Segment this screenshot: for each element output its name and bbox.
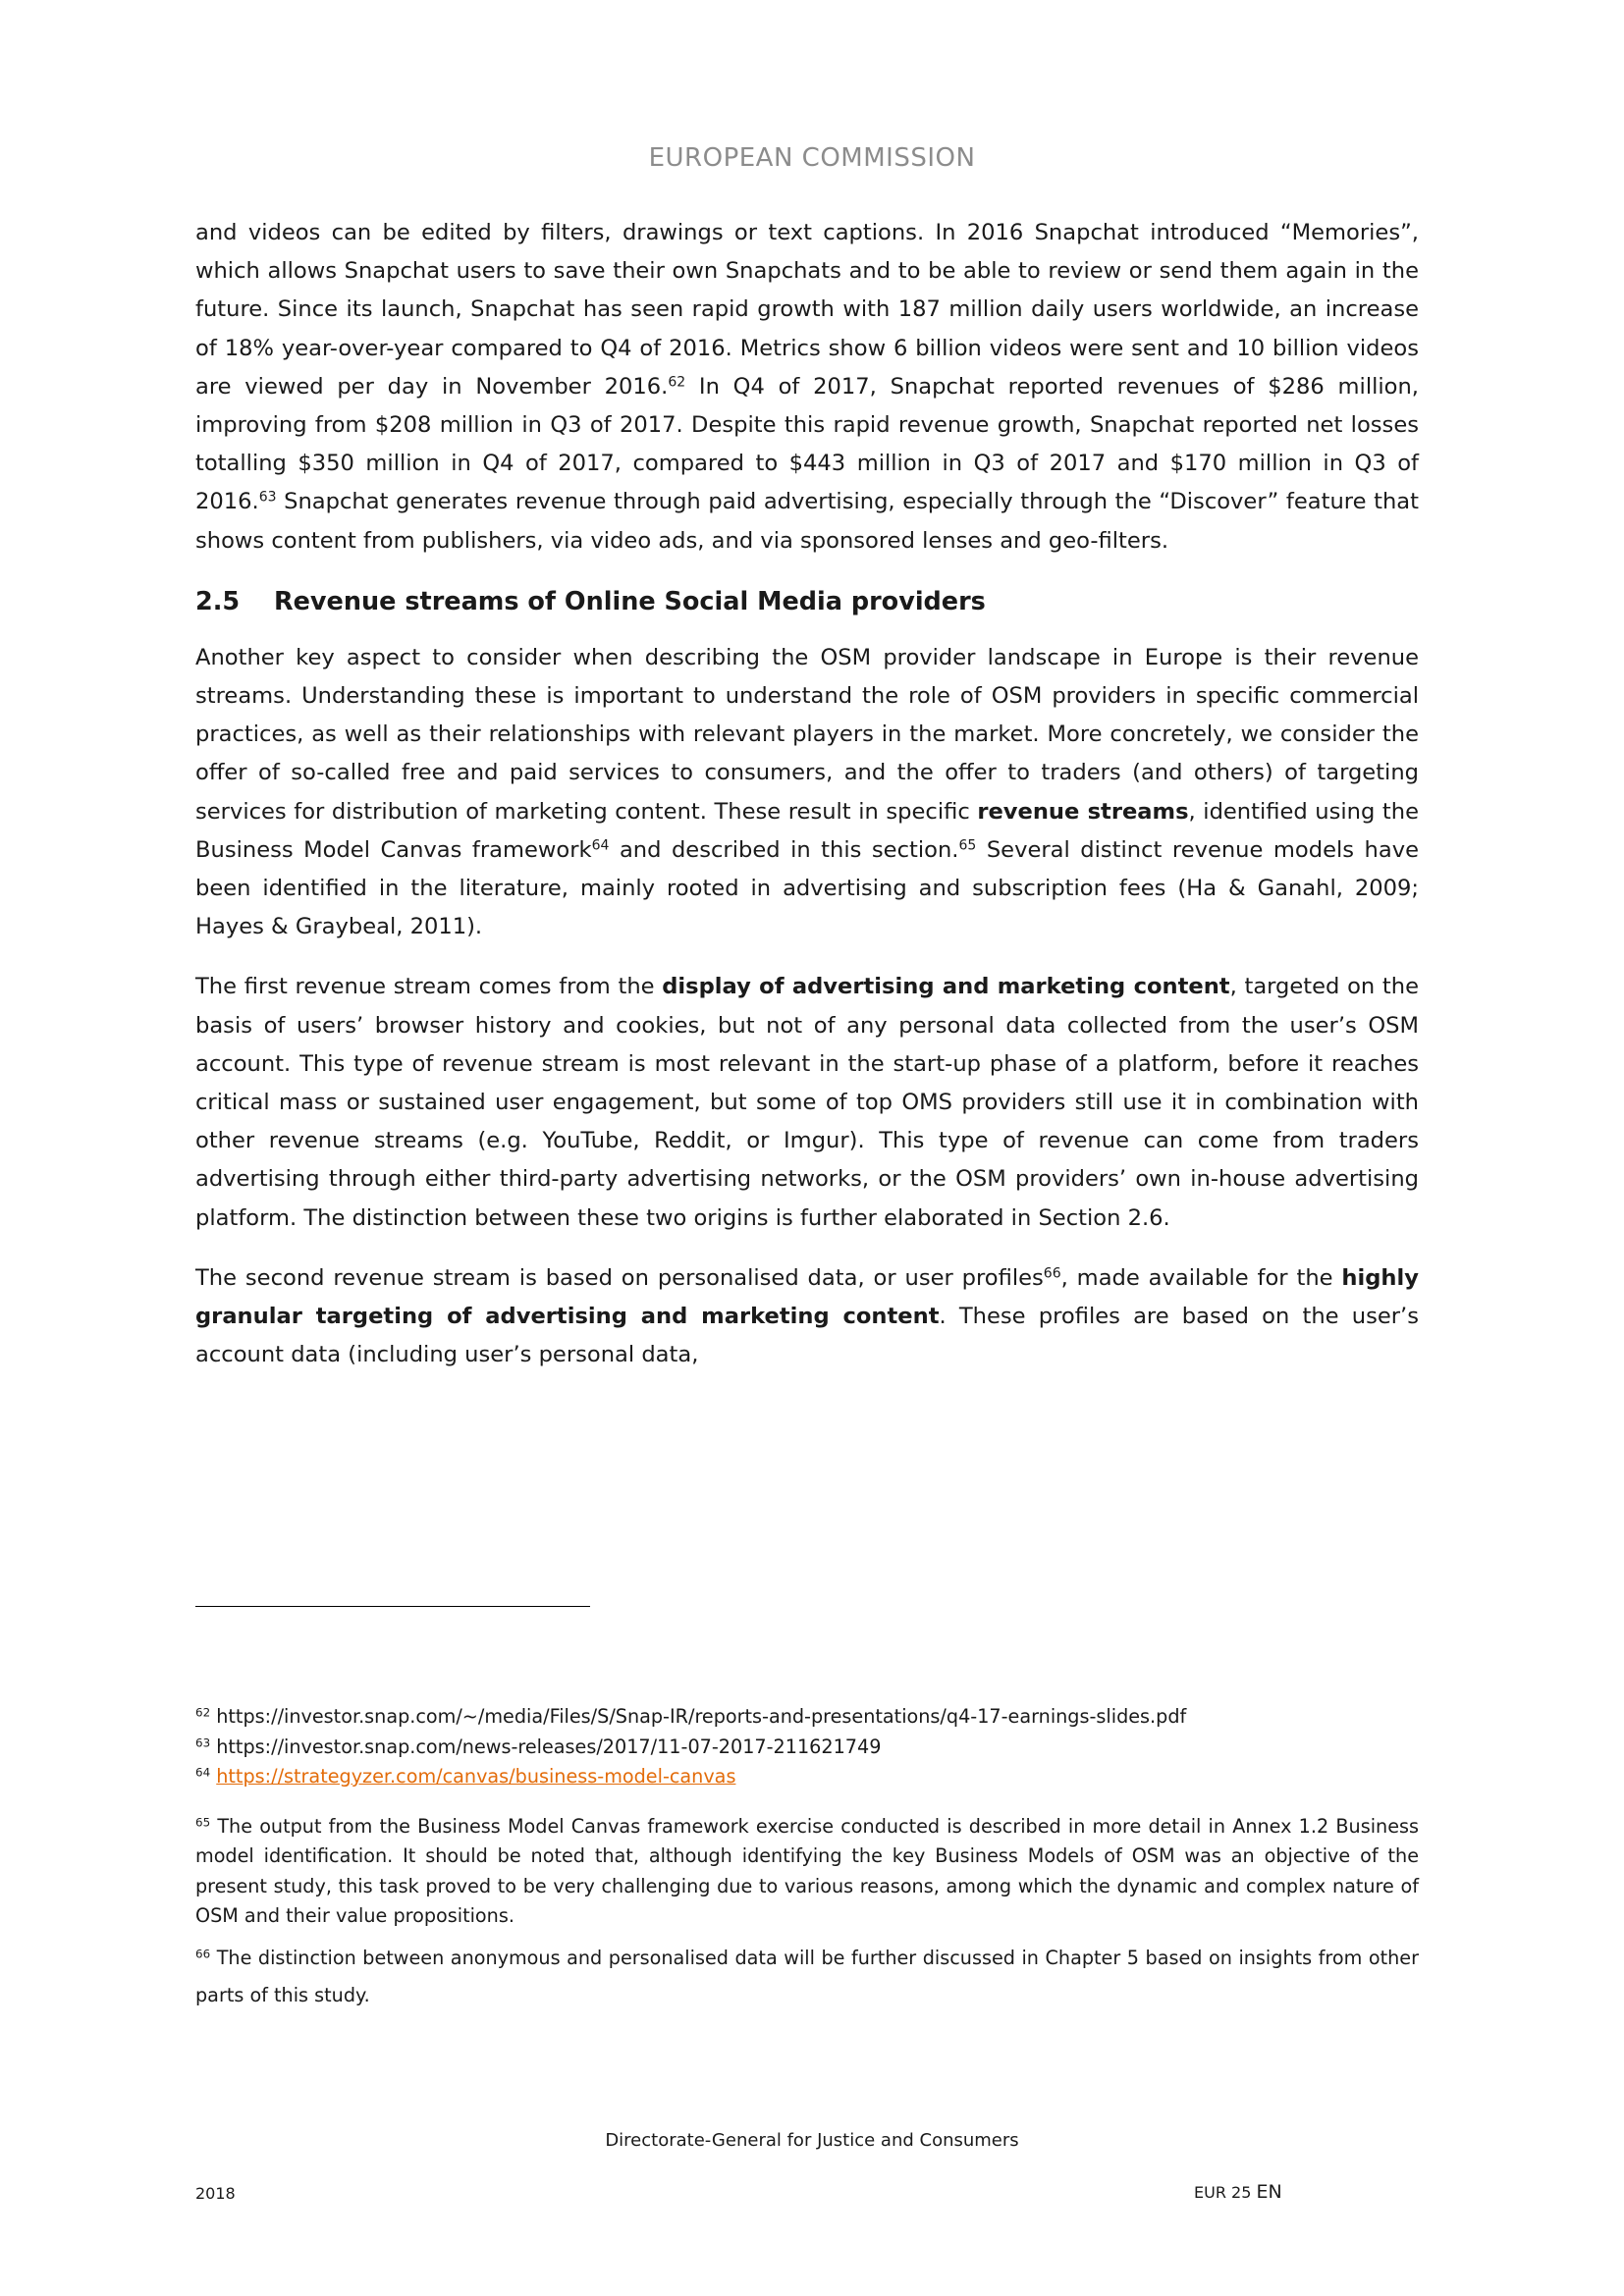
footnote-number: 62 (195, 1705, 211, 1720)
section-title: Revenue streams of Online Social Media providers (274, 586, 986, 616)
page-number (1194, 2181, 1282, 2203)
running-header: EUROPEAN COMMISSION (648, 143, 976, 173)
text-run: , made available for the (1060, 1264, 1342, 1291)
footnote-number: 65 (195, 1814, 211, 1829)
text-run: In Q4 of 2017, Snapchat reported revenues of $286 million, improving from $208 million in Q3 of 2017. Despite this rapid revenue growth, Snapchat reported net losses totalling $350 million in Q4 of 2017, compared to $443 million in Q3 of 2017 and $170 million in Q3 of 2016. (195, 373, 1419, 515)
text-run: , identified using the Business Model Canvas framework (195, 798, 1419, 863)
footnote-text: The distinction between anonymous and personalised data will be further discussed in Chapter 5 based on insights from other parts of this study. (195, 1946, 1419, 2006)
footnote-number: 64 (195, 1765, 211, 1780)
footnote (195, 1733, 1419, 1763)
footnote-ref[interactable]: 66 (1043, 1265, 1061, 1282)
footer-org: Directorate-General for Justice and Consumers (605, 2130, 1019, 2151)
footnote (195, 1812, 1419, 1932)
page-prefix: EUR 25 (1194, 2183, 1252, 2202)
footnote-number: 63 (195, 1735, 211, 1749)
text-run: The second revenue stream is based on personalised data, or user profiles (195, 1264, 1044, 1291)
footnote-separator (195, 1606, 590, 1607)
footer-year: 2018 (195, 2184, 236, 2203)
bold-text: display of advertising and marketing content (662, 974, 1230, 1000)
footnote-ref[interactable]: 62 (668, 374, 686, 391)
paragraph (195, 214, 1419, 561)
paragraph (195, 968, 1419, 1237)
footnote-ref[interactable]: 63 (258, 489, 277, 506)
footnote-text: https://investor.snap.com/~/media/Files/S/Snap-IR/reports-and-presentations/q4-17-earnings-slides.pdf (216, 1705, 1187, 1728)
paragraph (195, 1259, 1419, 1375)
bold-text: highly granular targeting of advertising and marketing content (195, 1264, 1419, 1330)
text-run: and described in this section. (609, 836, 959, 863)
footnote-number: 66 (195, 1946, 211, 1960)
footnote (195, 1762, 1419, 1792)
footnote (195, 1940, 1419, 2014)
text-run: and videos can be edited by filters, drawings or text captions. In 2016 Snapchat introduced “Memories”, which allows Snapchat users to save their own Snapchats and to be able to review or send them again in the future. Since its launch, Snapchat has seen rapid growth with 187 million daily users worldwide, an increase of 18% year-over-year compared to Q4 of 2016. Metrics show 6 billion videos were sent and 10 billion videos are viewed per day in November 2016. (195, 220, 1419, 400)
text-run: . These profiles are based on the user’s account data (including user’s personal data, (195, 1304, 1420, 1368)
footnote-text: https://investor.snap.com/news-releases/2017/11-07-2017-211621749 (216, 1735, 882, 1758)
text-run: Several distinct revenue models have been identified in the literature, mainly rooted in advertising and subscription fees (Ha & Ganahl, 2009; Hayes & Graybeal, 2011). (195, 836, 1419, 940)
footnote-ref[interactable]: 65 (958, 837, 977, 854)
footnote-ref[interactable]: 64 (591, 837, 610, 854)
text-run: , targeted on the basis of users’ browser history and cookies, but not of any personal data collected from the user’s OSM account. This type of revenue stream is most relevant in the start-up phase of a platform, before it reaches critical mass or sustained user engagement, but some of top OMS providers still use it in combination with other revenue streams (e.g. YouTube, Reddit, or Imgur). This type of revenue can come from traders advertising through either third-party advertising networks, or the OSM providers’ own in-house advertising platform. The distinction between these two origins is further elaborated in Section 2.6. (195, 974, 1419, 1231)
paragraph (195, 639, 1419, 947)
page-lang: EN (1256, 2181, 1282, 2203)
text-run: Snapchat generates revenue through paid advertising, especially through the “Discover” feature that shows content from publishers, via video ads, and via sponsored lenses and geo-filters. (195, 489, 1419, 554)
footnote-text: The output from the Business Model Canvas framework exercise conducted is described in more detail in Annex 1.2 Business model identification. It should be noted that, although identifying the key Business Models of OSM was an objective of the present study, this task proved to be very challenging due to various reasons, among which the dynamic and complex nature of OSM and their value propositions. (195, 1814, 1419, 1927)
main-text (195, 214, 1419, 1396)
bold-text: revenue streams (977, 798, 1189, 825)
section-heading (195, 582, 1419, 621)
text-run: The first revenue stream comes from the (195, 974, 663, 1000)
footnotes (195, 1702, 1419, 2014)
section-number: 2.5 (195, 586, 241, 616)
footnote-link[interactable]: https://strategyzer.com/canvas/business-model-canvas (216, 1765, 736, 1788)
text-run: Another key aspect to consider when describing the OSM provider landscape in Europe is their revenue streams. Understanding these is important to understand the role of OSM providers in specific commercial practices, as well as their relationships with relevant players in the market. More concretely, we consider the offer of so-called free and paid services to consumers, and the offer to traders (and others) of targeting services for distribution of marketing content. These result in specific (195, 644, 1419, 825)
footnote (195, 1702, 1419, 1733)
